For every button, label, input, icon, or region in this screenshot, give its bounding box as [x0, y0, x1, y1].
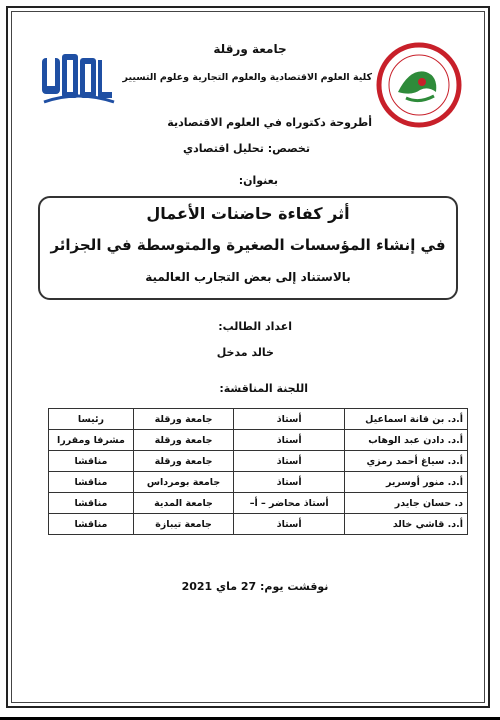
member-university: جامعة بومرداس	[133, 472, 233, 493]
table-row	[49, 409, 468, 430]
member-university: جامعة ورقلة	[133, 451, 233, 472]
member-university: جامعة المدية	[133, 493, 233, 514]
university-logo-left	[40, 50, 116, 110]
member-rank: أستاذ محاضر – أ–	[234, 493, 345, 514]
thesis-title-line3: بالاستناد إلى بعض التجارب العالمية	[145, 270, 351, 284]
member-rank: أستاذ	[234, 451, 345, 472]
faculty-name: كلية العلوم الاقتصادية والعلوم التجارية وعلوم التسيير	[122, 72, 372, 83]
member-rank: أستاذ	[234, 430, 345, 451]
member-rank: أستاذ	[234, 472, 345, 493]
defense-date: نوقشت يوم: 27 ماي 2021	[181, 580, 329, 593]
student-label: اعداد الطالب:	[218, 320, 292, 333]
member-name: أ.د. سياغ أحمد رمزي	[345, 451, 468, 472]
university-name: جامعة ورقلة	[213, 42, 287, 56]
member-role: مناقشا	[49, 493, 134, 514]
member-role: مناقشا	[49, 472, 134, 493]
member-name: أ.د. قاشي خالد	[345, 514, 468, 535]
member-university: جامعة ورقلة	[133, 409, 233, 430]
thesis-type: أطروحة دكتوراه في العلوم الاقتصادية	[167, 116, 372, 129]
member-role: مناقشا	[49, 514, 134, 535]
member-name: أ.د. دادن عبد الوهاب	[345, 430, 468, 451]
title-intro: بعنوان:	[238, 174, 278, 187]
university-seal-icon	[376, 42, 462, 128]
member-name: أ.د. منور أوسرير	[345, 472, 468, 493]
student-name: خالد مدخل	[216, 346, 274, 359]
table-row	[49, 430, 468, 451]
member-name: أ.د. بن قانة اسماعيل	[345, 409, 468, 430]
table-row	[49, 514, 468, 535]
member-university: جامعة تيبازة	[133, 514, 233, 535]
member-university: جامعة ورقلة	[133, 430, 233, 451]
member-name: د. حسان جايدر	[345, 493, 468, 514]
thesis-title-line2: في إنشاء المؤسسات الصغيرة والمتوسطة في الجزائر	[50, 236, 446, 254]
table-row	[49, 451, 468, 472]
thesis-title-line1: أثر كفاءة حاضنات الأعمال	[146, 204, 350, 223]
university-seal-right	[376, 42, 462, 128]
member-rank: أستاذ	[234, 514, 345, 535]
member-role: رئيسا	[49, 409, 134, 430]
table-row	[49, 472, 468, 493]
ukdl-logo-icon	[40, 50, 116, 110]
committee-table	[48, 408, 468, 535]
member-role: مناقشا	[49, 451, 134, 472]
member-rank: أستاذ	[234, 409, 345, 430]
member-role: مشرفا ومقررا	[49, 430, 134, 451]
specialty: تخصص: تحليل اقتصادي	[183, 142, 310, 155]
committee-label: اللجنة المناقشة:	[219, 382, 308, 395]
table-row	[49, 493, 468, 514]
